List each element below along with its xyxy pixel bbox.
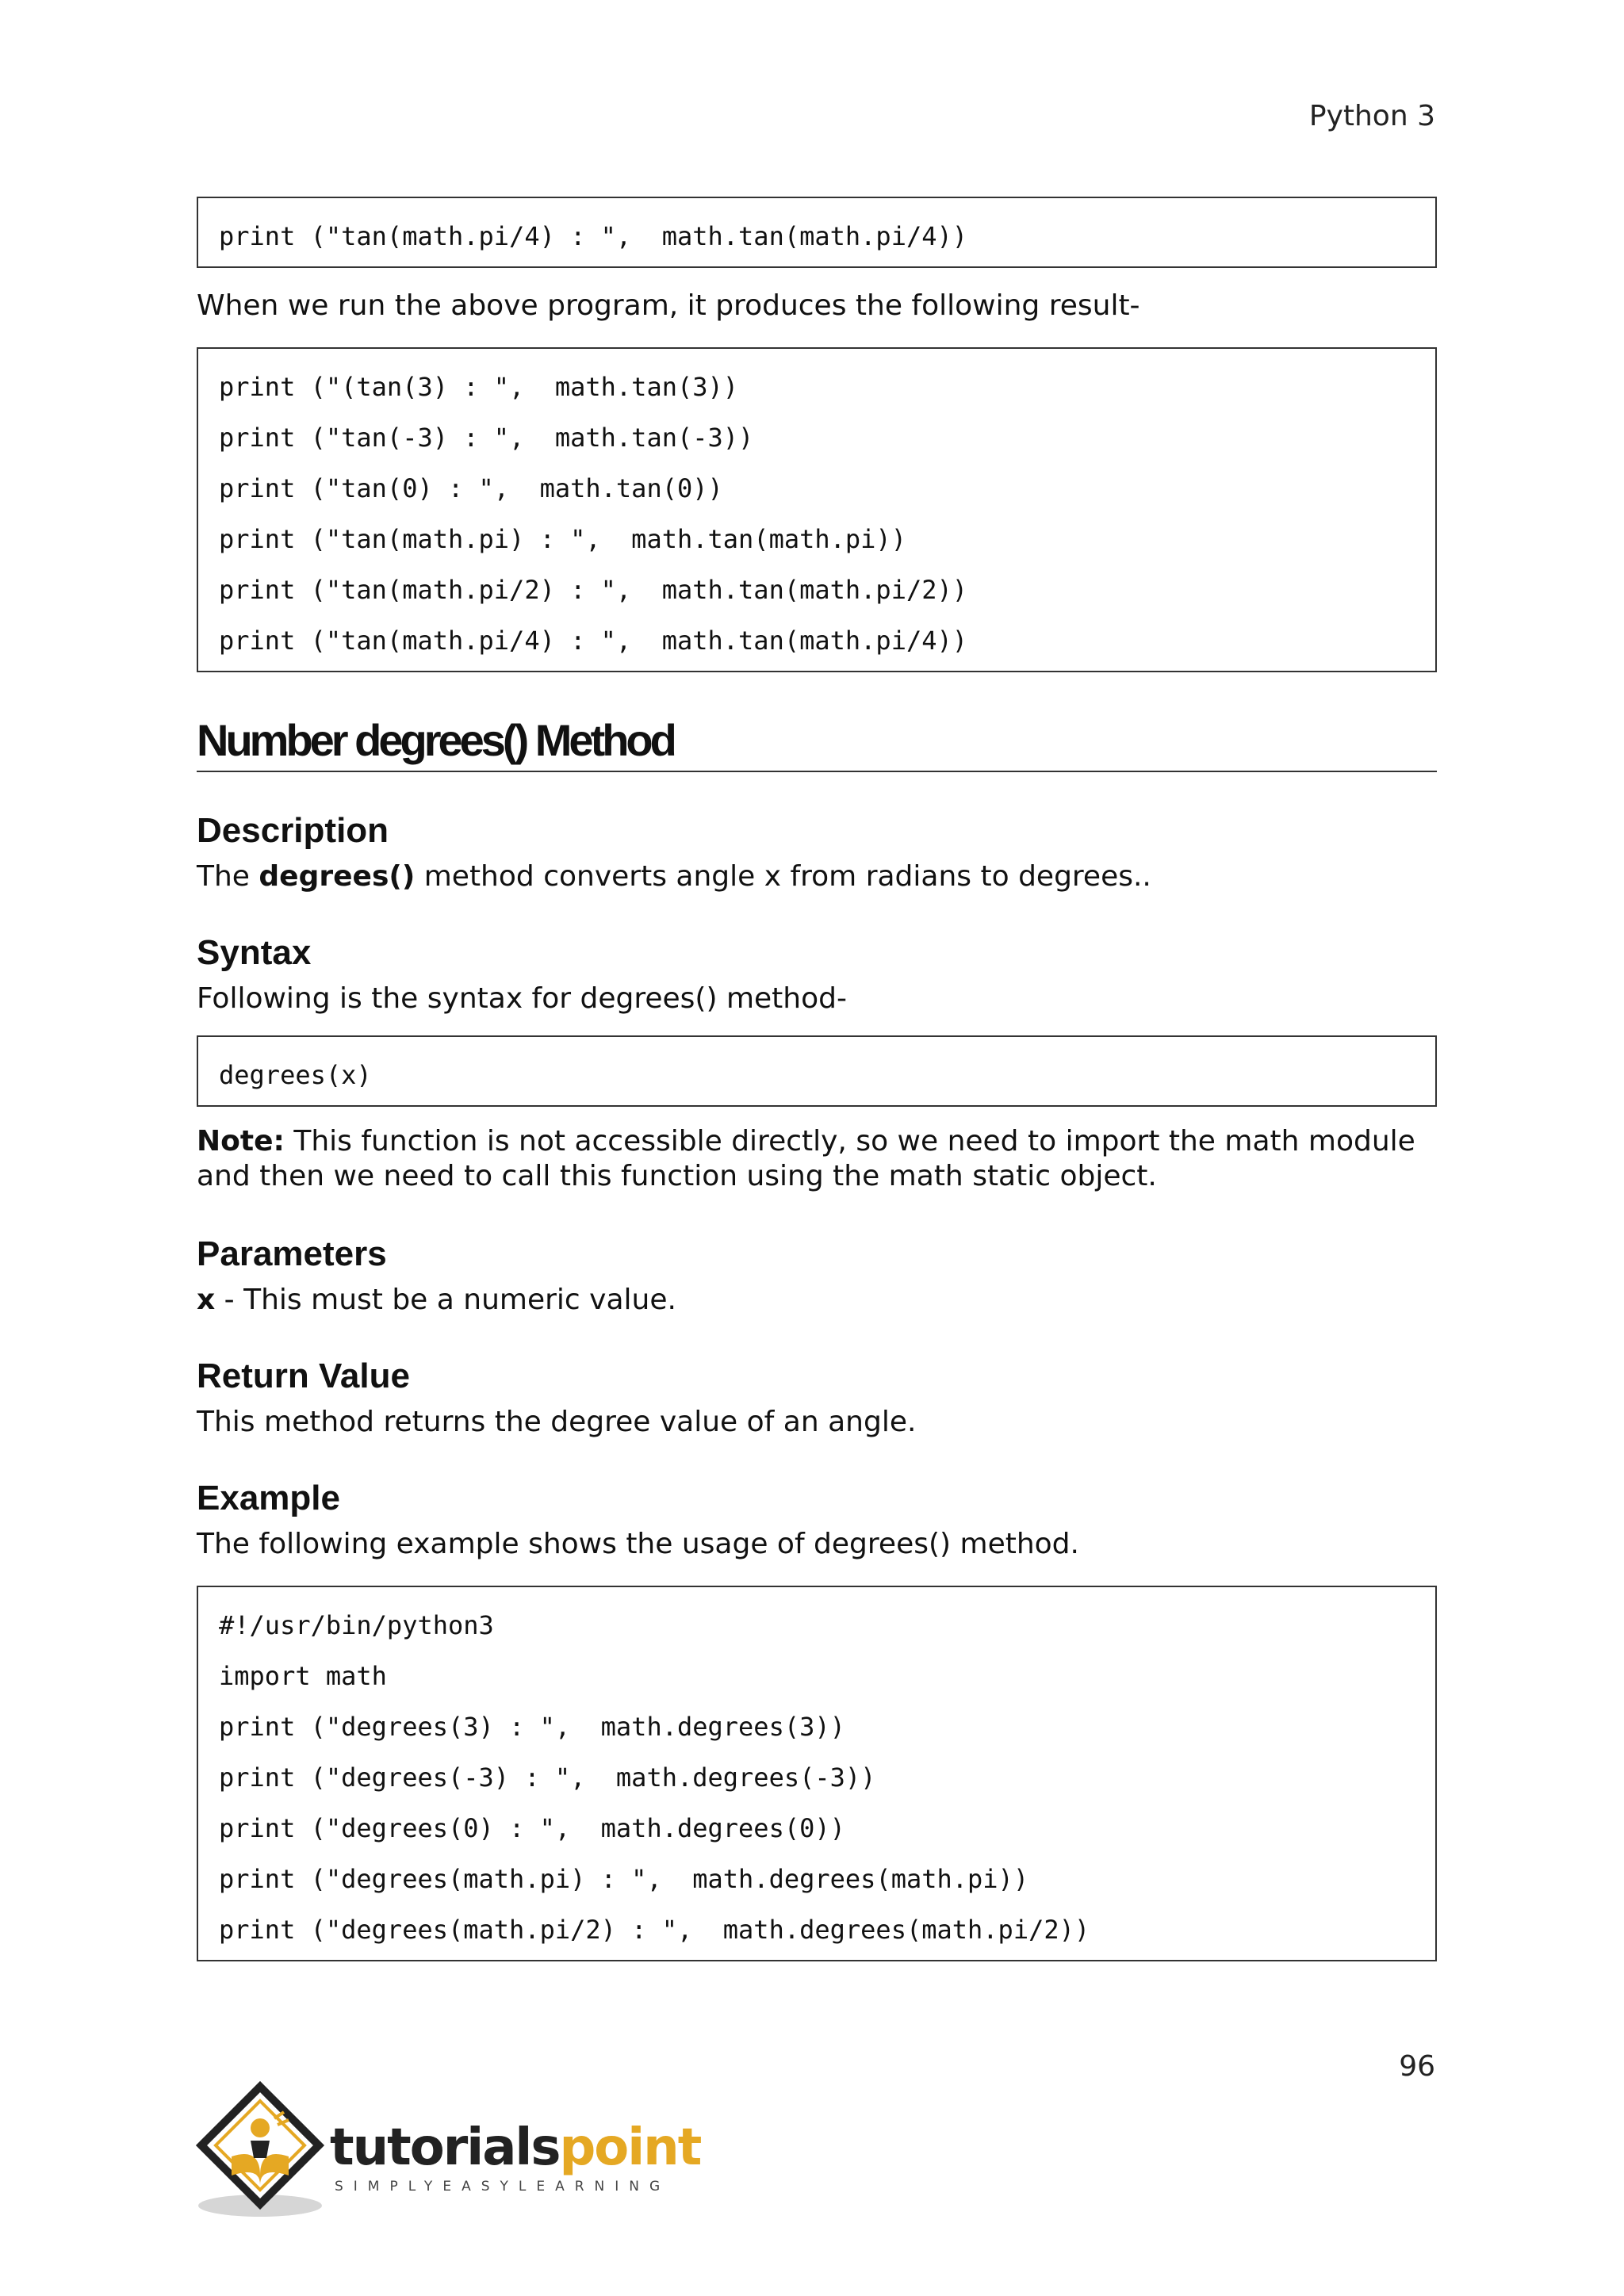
code-line: print ("tan(math.pi/4) : ", math.tan(math.pi/4)): [219, 626, 968, 656]
tutorialspoint-logo: [195, 2080, 701, 2223]
logo-emblem-icon: [195, 2080, 338, 2223]
example-text: The following example shows the usage of degrees() method.: [197, 1528, 1079, 1560]
logo-wordmark-point: point: [559, 2118, 701, 2177]
code-line: degrees(x): [219, 1060, 372, 1090]
syntax-text: Following is the syntax for degrees() method-: [197, 982, 847, 1015]
syntax-heading: Syntax: [197, 933, 312, 972]
note-label: Note:: [197, 1125, 285, 1158]
description-text: [197, 859, 1437, 894]
code-line: print ("tan(math.pi/4) : ", math.tan(math.pi/4)): [219, 221, 968, 251]
page-number: 96: [1399, 2050, 1435, 2083]
param-text: - This must be a numeric value.: [215, 1284, 676, 1316]
return-value-heading: Return Value: [197, 1357, 410, 1395]
section-title: Number degrees() Method: [197, 715, 1437, 772]
code-line: print ("degrees(3) : ", math.degrees(3)): [219, 1712, 845, 1742]
code-line: print ("(tan(3) : ", math.tan(3)): [219, 372, 739, 402]
code-line: import math: [219, 1661, 387, 1691]
param-name: x: [197, 1284, 216, 1316]
note-text: [197, 1124, 1437, 1194]
logo-wordmark-tutorials: tutorials: [330, 2118, 560, 2177]
code-line: print ("degrees(math.pi) : ", math.degrees(math.pi)): [219, 1864, 1029, 1894]
parameters-heading: Parameters: [197, 1234, 387, 1273]
code-block-syntax: [197, 1035, 1437, 1107]
code-line: print ("tan(-3) : ", math.tan(-3)): [219, 423, 754, 453]
intro-text: When we run the above program, it produces the following result-: [197, 289, 1140, 322]
description-text-after: method converts angle x from radians to degrees..: [415, 860, 1151, 893]
page-content: [197, 197, 1437, 1961]
description-text-before: The: [197, 860, 259, 893]
parameters-text: [197, 1283, 1437, 1318]
logo-wordmark: [330, 2118, 700, 2177]
code-line: print ("degrees(0) : ", math.degrees(0)): [219, 1813, 845, 1843]
description-text-bold: degrees(): [259, 860, 416, 893]
code-line: print ("degrees(math.pi/2) : ", math.degrees(math.pi/2)): [219, 1915, 1090, 1945]
header-title: Python 3: [1308, 100, 1435, 132]
code-line: print ("tan(math.pi/2) : ", math.tan(math.pi/2)): [219, 575, 968, 605]
description-heading: Description: [197, 811, 389, 850]
code-line: print ("tan(math.pi) : ", math.tan(math.pi)): [219, 524, 906, 554]
return-value-text: This method returns the degree value of an angle.: [197, 1406, 917, 1438]
code-line: #!/usr/bin/python3: [219, 1610, 494, 1640]
code-line: print ("tan(0) : ", math.tan(0)): [219, 473, 723, 503]
logo-tagline: SIMPLYEASYLEARNING: [335, 2179, 671, 2195]
code-block-tan-pi4: [197, 197, 1437, 268]
note-body: This function is not accessible directly, so we need to import the math module and then we need to call this function using the math static object.: [197, 1125, 1415, 1192]
code-block-tan-result: [197, 347, 1437, 672]
code-line: print ("degrees(-3) : ", math.degrees(-3)): [219, 1762, 876, 1793]
code-block-example: [197, 1586, 1437, 1961]
example-heading: Example: [197, 1479, 340, 1517]
